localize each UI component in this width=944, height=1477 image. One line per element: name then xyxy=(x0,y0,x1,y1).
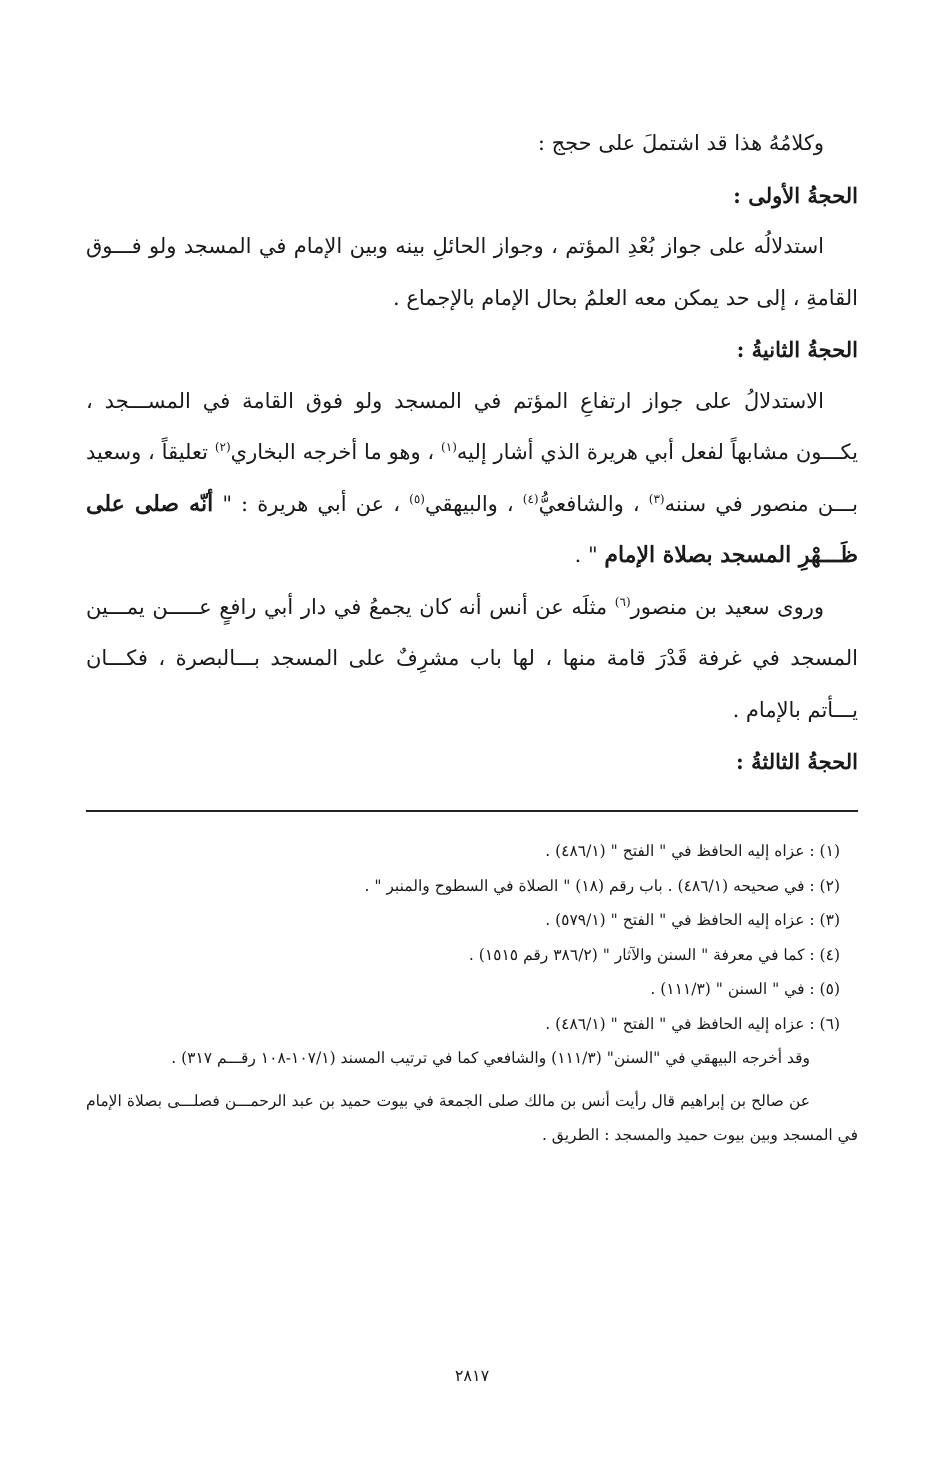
quoted-hadith-bold: أنّه صلى على ظَـــهْرِ المسجد بصلاة الإمام xyxy=(86,490,858,568)
heading-first-argument: الحجةُ الأولى : xyxy=(733,182,858,208)
text-run: ، والبيهقي xyxy=(424,491,514,516)
paragraph-said-ibn-mansur xyxy=(86,582,858,737)
footnote-1: (١) : عزاه إليه الحافظ في " الفتح " (٤٨٦/١) . xyxy=(545,842,840,860)
text-run: ، وهو ما أخرجه البخاري xyxy=(230,440,435,464)
footnote-4: (٤) : كما في معرفة " السنن والآثار " (٣٨٦/٢ رقم ١٥١٥) . xyxy=(468,945,840,964)
main-text xyxy=(86,118,858,788)
intro-line: وكلامُهُ هذا قد اشتملَ على حجج : xyxy=(537,131,824,155)
text-run: " . xyxy=(574,543,598,567)
footnote-3: (٣) : عزاه إليه الحافظ في " الفتح " (٥٧٩/١) . xyxy=(545,911,840,929)
text-run: وروى سعيد بن منصور xyxy=(630,594,825,619)
text-run: تعليقاً ، وسعيد بـــن منصور في سننه xyxy=(86,440,858,516)
heading-third-argument: الحجةُ الثالثةُ : xyxy=(736,749,858,774)
text-run: ، عن أبي هريرة : " xyxy=(222,491,401,516)
page-number: ٢٨١٧ xyxy=(454,1366,490,1385)
footnote-2: (٢) : في صحيحه (٤٨٦/١) . باب رقم (١٨) " الصلاة في السطوح والمنبر " . xyxy=(364,876,840,895)
footnotes xyxy=(86,834,858,1153)
footnote-ref-2[interactable]: (٢) xyxy=(214,440,231,454)
footnote-5: (٥) : في " السنن " (١١١/٣) . xyxy=(650,980,840,998)
paragraph-first-argument: استدلالُه على جواز بُعْدِ المؤتم ، وجواز الحائلِ بينه وبين الإمام في المسجد ولو فـــوق القامةِ ، إلى حد يمكن معه العلمُ بحال الإمام بالإجماع . xyxy=(86,234,858,310)
footnote-ref-3[interactable]: (٣) xyxy=(648,491,665,506)
text-run: الاستدلالُ على جواز ارتفاعِ المؤتم في المسجد ولو فوق القامة في المســـجد ، يكـــون مشابهاً لفعل أبي هريرة الذي أشار إليه xyxy=(86,388,858,464)
heading-second-argument: الحجةُ الثانيةُ : xyxy=(736,337,858,362)
footnote-ref-5[interactable]: (٥) xyxy=(409,491,425,506)
footnote-ref-4[interactable]: (٤) xyxy=(522,491,539,506)
footnote-divider xyxy=(86,810,858,812)
footnote-6: (٦) : عزاه إليه الحافظ في " الفتح " (٤٨٦/١) . xyxy=(545,1014,840,1033)
text-run: مثلَه عن أنس أنه كان يجمعُ في دار أبي رافعٍ عـــــن يمـــين المسجد في غرفة قَدْرَ قامة منها ، لها باب مشرِفٌ على المسجد بـــالبصرة ، فكـــان يـــأتم بالإمام . xyxy=(86,594,858,722)
footnote-ref-1[interactable]: (١) xyxy=(441,440,457,454)
footnote-extra-note: عن صالح بن إبراهيم قال رأيت أنس بن مالك صلى الجمعة في بيوت حميد بن عبد الرحمـــن فصلـــى بصلاة الإمام في المسجد وبين بيوت حميد والمسجد : الطريق . xyxy=(86,1091,858,1144)
text-run: ، والشافعيُّ xyxy=(538,491,640,516)
footnote-ref-6[interactable]: (٦) xyxy=(614,594,631,609)
footnote-extra-note: وقد أخرجه البيهقي في "السنن" (١١١/٣) والشافعي كما في ترتيب المسند (١٠٧/١-١٠٨ رقـــم ٣١٧) . xyxy=(171,1049,810,1067)
paragraph-second-argument xyxy=(86,376,858,582)
